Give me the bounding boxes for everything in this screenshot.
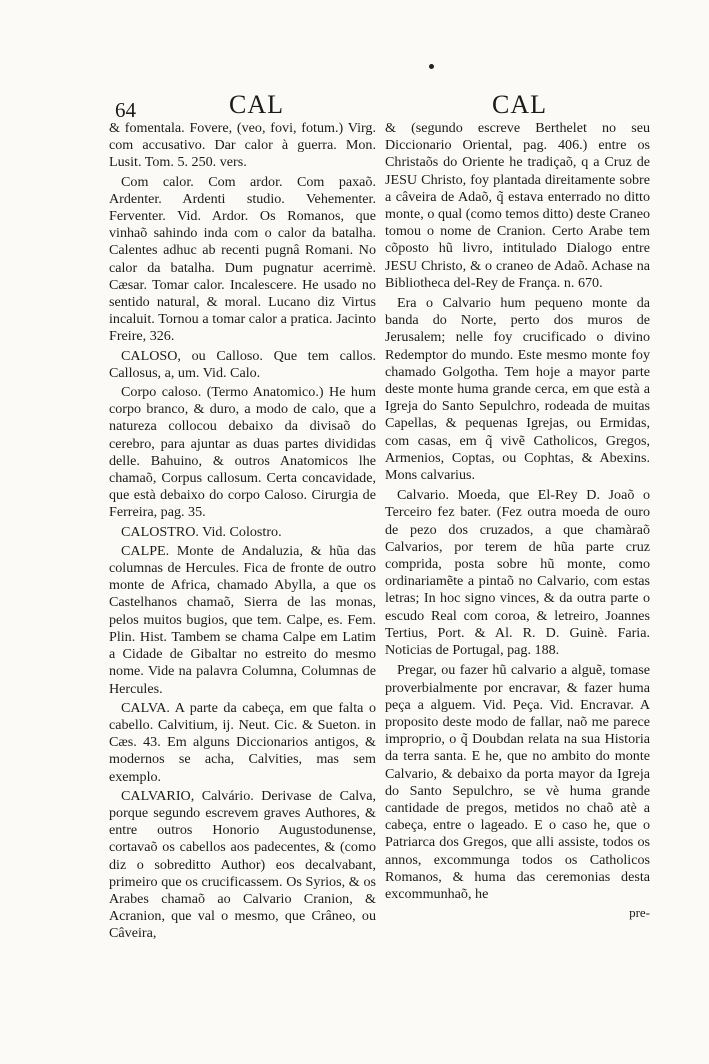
dictionary-entry: CALVA. A parte da cabeça, em que falta o cabello. Calvitium, ij. Neut. Cic. & Sueton. in Cæs. 43. Em alguns Diccionarios antigos, & modernos se acha, Calvities, mas sem exemplo. bbox=[109, 699, 376, 785]
paragraph: Corpo caloso. (Termo Anatomico.) He hum corpo branco, & duro, a modo de calo, que a natureza collocou debaixo da divisaõ do cerebro, para ajuntar as duas partes divididas delle. Bahuino, & outros Anatomicos lhe chamaõ, Corpus callosum. Certa concavidade, que està debaixo do corpo Caloso. Cirurgia de Ferreira, pag. 35. bbox=[109, 384, 376, 521]
paragraph: Com calor. Com ardor. Com paxaõ. Ardenter. Ardenti studio. Vehementer. Ferventer. Vid. Ardor. Os Romanos, que vinhaõ sahindo inda com o calor da batalha. Calentes adhuc ab recenti pugnâ Romani. No calor da batalha. Dum pugnatur acerrimè. Cæsar. Tomar calor. Incalescere. He usado no sentido natural, & moral. Lucano diz Virtus incaluit. Tornou a tomar calor a pratica. Jacinto Freire, 326. bbox=[109, 173, 376, 345]
dictionary-entry: CALOSTRO. Vid. Colostro. bbox=[121, 523, 282, 540]
left-column bbox=[109, 120, 376, 945]
ink-dot bbox=[429, 64, 434, 69]
paragraph: Calvario. Moeda, que El-Rey D. Joaõ o Terceiro fez bater. (Fez outra moeda de ouro de pezo dos cruzados, a que chamàraõ Calvarios, por terem de hũa parte cruz comprida, posta sobre hũ monte, como ordinariamẽte a pintaõ no Calvario, com estas letras; In hoc signo vinces, & da outra parte o escudo Real com coroa, & letreiro, Joannes Tertius, Port. & Al. R. D. Guinè. Faria. Noticias de Portugal, pag. 188. bbox=[385, 487, 650, 659]
running-head-right: CAL bbox=[492, 90, 547, 119]
paragraph: Pregar, ou fazer hũ calvario a alguẽ, tomase proverbialmente por encravar, & fazer huma peça a alguem. Vid. Peça. Vid. Encravar. A proposito deste modo de fallar, naõ me parece improprio, o q̃ Doubdan relata na sua Historia da terra santa. E he, que no ambito do monte Calvario, & debaixo da porta mayor da Igreja do Santo Sepulchro, se vè huma grande cantidade de pregos, metidos no chaõ atè a cabeça, entre o lageado. E o caso he, que o Patriarca dos Gregos, que alli assiste, todos os annos, excommunga todos os Catholicos Romanos, & huma das ceremonias desta excommunhaõ, he bbox=[385, 662, 650, 902]
running-head-left: CAL bbox=[229, 90, 284, 119]
dictionary-entry: CALVARIO, Calvário. Derivase de Calva, porque segundo escrevem graves Authores, & entre outros Honorio Augustodunense, cortavaõ os cabellos aos padecentes, & (como diz o sobreditto Author) eos decalvabant, primeiro que os crucificassem. Os Syrios, & os Arabes chamaõ ao Calvario Cranion, & Acranion, que val o mesmo, que Crâneo, ou Câveira, bbox=[109, 787, 376, 942]
dictionary-entry: CALPE. Monte de Andaluzia, & hũa das columnas de Hercules. Fica de fronte de outro monte de Africa, chamado Abylla, a que os Castelhanos chamaõ, Sierra de las monas, pelos muitos bugios, que tem. Calpe, es. Fem. Plin. Hist. Tambem se chama Calpe em Latim a Cidade de Gibaltar no estreito do mesmo nome. Vide na palavra Columna, Columnas de Hercules. bbox=[109, 542, 376, 697]
page-number: 64 bbox=[115, 98, 136, 122]
paragraph: & fomentala. Fovere, (veo, fovi, fotum.) Virg. com accusativo. Dar calor à guerra. Mon. Lusit. Tom. 5. 250. vers. bbox=[109, 120, 376, 171]
paragraph: & (segundo escreve Berthelet no seu Diccionario Oriental, pag. 406.) entre os Christaõs do Oriente he tradiçaõ, q a Cruz de JESU Christo, foy plantada direitamente sobre a câveira de Adaõ, q̃ estava enterrado no ditto monte, o qual (como temos ditto) deste Craneo tomou o nome de Cranion. Certo Arabe tem cõposto hũ livro, intitulado Dialogo entre JESU Christo, & o craneo de Adaõ. Achase na Bibliotheca del-Rey de França. n. 670. bbox=[385, 120, 650, 291]
right-column bbox=[385, 120, 650, 921]
catchword: pre- bbox=[629, 905, 650, 921]
dictionary-entry: CALOSO, ou Calloso. Que tem callos. Callosus, a, um. Vid. Calo. bbox=[109, 347, 376, 381]
paragraph: Era o Calvario hum pequeno monte da banda do Norte, perto dos muros de Jerusalem; nelle foy crucificado o divino Redemptor do mundo. Este mesmo monte foy chamado Golgotha. Tem hoje a mayor parte deste monte huma grande cerca, em que està a Igreja do Santo Sepulchro, rodeada de muitas Capellas, & pequenas Igrejas, ou Ermidas, com casas, em q̃ vivẽ Catholicos, Gregos, Armenios, Coptas, ou Cophtas, & Abexins. Mons calvarius. bbox=[385, 295, 650, 484]
